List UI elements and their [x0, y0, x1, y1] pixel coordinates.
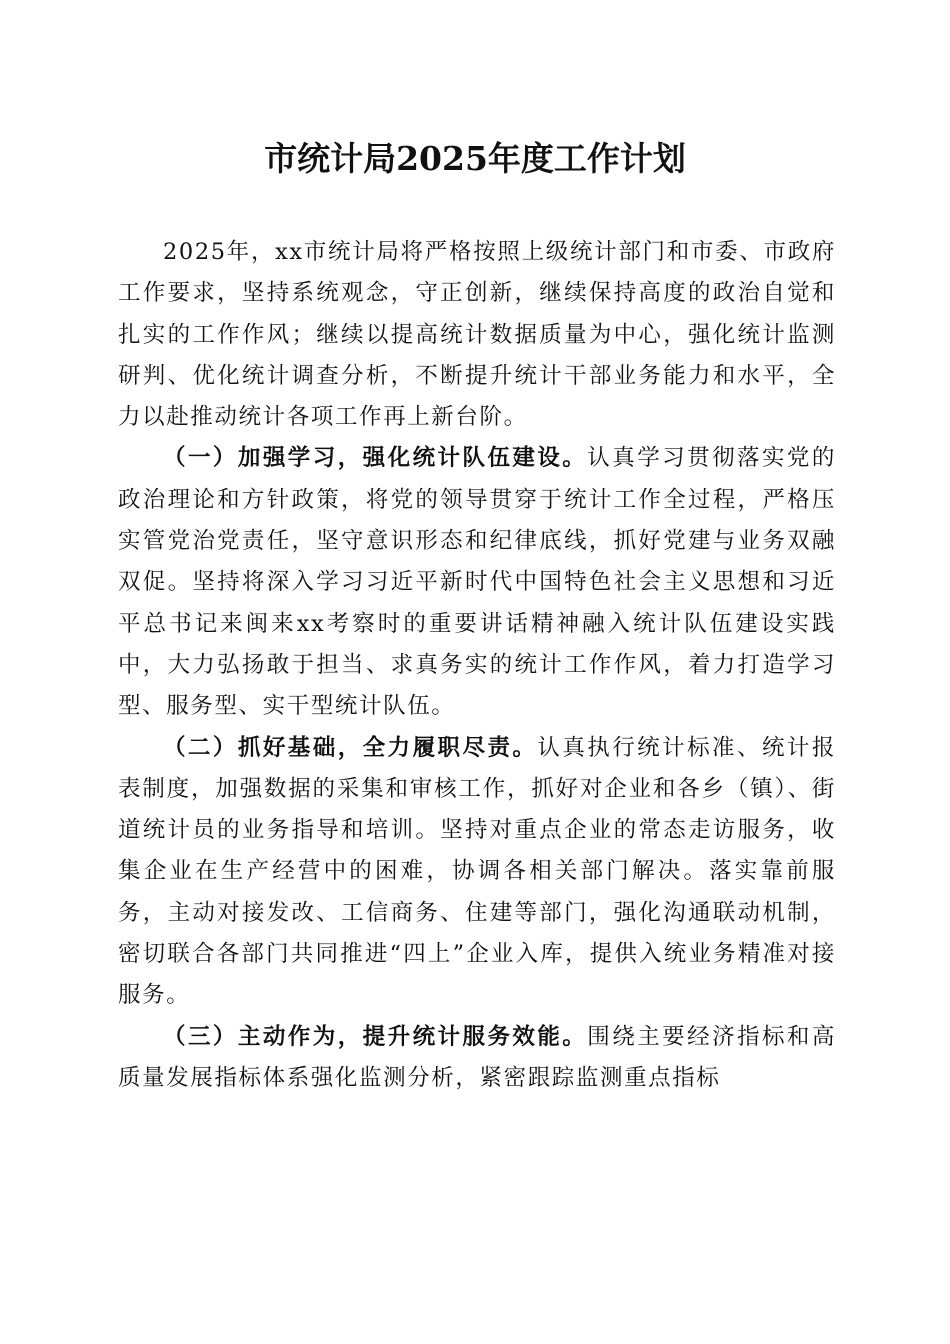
section-paragraph-2 [118, 728, 836, 1017]
document-body [118, 232, 836, 1099]
section-text-1: 认真学习贯彻落实党的政治理论和方针政策，将党的领导贯穿于统计工作全过程，严格压实管党治党责任，坚守意识形态和纪律底线，抓好党建与业务双融双促。坚持将深入学习习近平新时代中国特色社会主义思想和习近平总书记来闽来xx考察时的重要讲话精神融入统计队伍建设实践中，大力弘扬敢于担当、求真务实的统计工作作风，着力打造学习型、服务型、实干型统计队伍。 [118, 445, 836, 720]
intro-paragraph: 2025年，xx市统计局将严格按照上级统计部门和市委、市政府工作要求，坚持系统观念，守正创新，继续保持高度的政治自觉和扎实的工作作风；继续以提高统计数据质量为中心，强化统计监测研判、优化统计调查分析，不断提升统计干部业务能力和水平，全力以赴推动统计各项工作再上新台阶。 [118, 239, 836, 431]
section-paragraph-1 [118, 438, 836, 727]
section-heading-2: （二）抓好基础，全力履职尽责。 [163, 734, 538, 761]
section-text-2: 认真执行统计标准、统计报表制度，加强数据的采集和审核工作，抓好对企业和各乡（镇）、街道统计员的业务指导和培训。坚持对重点企业的常态走访服务，收集企业在生产经营中的困难，协调各相关部门解决。落实靠前服务，主动对接发改、工信商务、住建等部门，强化沟通联动机制，密切联合各部门共同推进“四上”企业入库，提供入统业务精准对接服务。 [118, 734, 836, 1009]
section-heading-3: （三）主动作为，提升统计服务效能。 [163, 1023, 588, 1050]
section-paragraph-3 [118, 1017, 836, 1100]
section-heading-1: （一）加强学习，强化统计队伍建设。 [163, 445, 588, 472]
section-text-3: 围绕主要经济指标和高质量发展指标体系强化监测分析，紧密跟踪监测重点指标 [118, 1023, 836, 1091]
document-title: 市统计局2025年度工作计划 [264, 139, 686, 178]
